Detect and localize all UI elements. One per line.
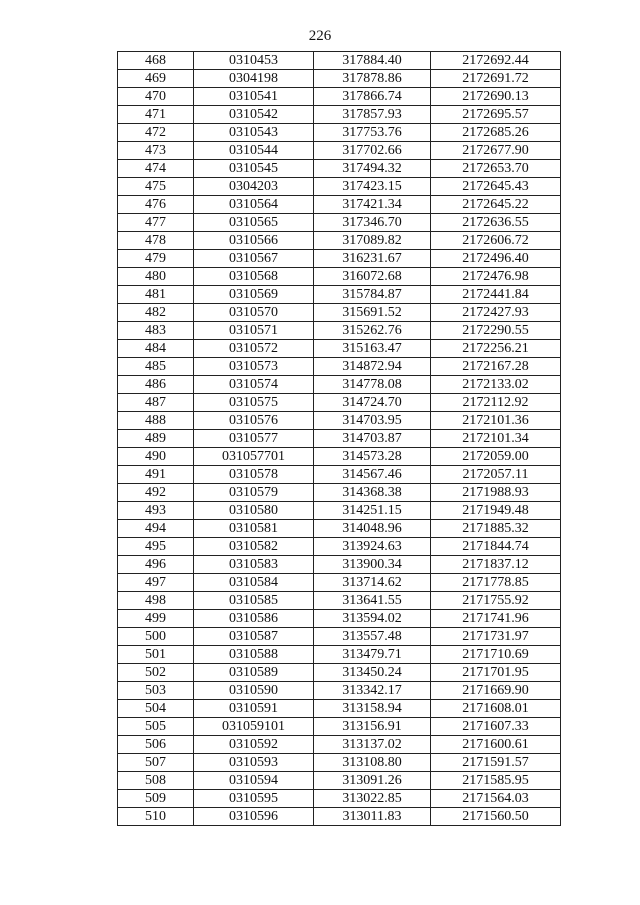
x-coordinate-cell: 313450.24 bbox=[314, 664, 431, 682]
point-code-cell: 0310571 bbox=[194, 322, 314, 340]
x-coordinate-cell: 317421.34 bbox=[314, 196, 431, 214]
point-code-cell: 0310595 bbox=[194, 790, 314, 808]
y-coordinate-cell: 2172427.93 bbox=[431, 304, 561, 322]
point-code-cell: 0310586 bbox=[194, 610, 314, 628]
x-coordinate-cell: 316072.68 bbox=[314, 268, 431, 286]
coordinates-table-body bbox=[118, 52, 561, 826]
point-number-cell: 508 bbox=[118, 772, 194, 790]
y-coordinate-cell: 2172653.70 bbox=[431, 160, 561, 178]
y-coordinate-cell: 2172476.98 bbox=[431, 268, 561, 286]
x-coordinate-cell: 315163.47 bbox=[314, 340, 431, 358]
x-coordinate-cell: 317753.76 bbox=[314, 124, 431, 142]
y-coordinate-cell: 2172167.28 bbox=[431, 358, 561, 376]
x-coordinate-cell: 313557.48 bbox=[314, 628, 431, 646]
table-row bbox=[118, 538, 561, 556]
y-coordinate-cell: 2171564.03 bbox=[431, 790, 561, 808]
y-coordinate-cell: 2172677.90 bbox=[431, 142, 561, 160]
point-code-cell: 0310594 bbox=[194, 772, 314, 790]
y-coordinate-cell: 2171778.85 bbox=[431, 574, 561, 592]
point-code-cell: 0310593 bbox=[194, 754, 314, 772]
table-row bbox=[118, 682, 561, 700]
x-coordinate-cell: 313924.63 bbox=[314, 538, 431, 556]
table-row bbox=[118, 448, 561, 466]
x-coordinate-cell: 314251.15 bbox=[314, 502, 431, 520]
table-row bbox=[118, 484, 561, 502]
point-number-cell: 468 bbox=[118, 52, 194, 70]
y-coordinate-cell: 2172636.55 bbox=[431, 214, 561, 232]
x-coordinate-cell: 313011.83 bbox=[314, 808, 431, 826]
point-number-cell: 480 bbox=[118, 268, 194, 286]
x-coordinate-cell: 317878.86 bbox=[314, 70, 431, 88]
point-number-cell: 509 bbox=[118, 790, 194, 808]
point-code-cell: 0310545 bbox=[194, 160, 314, 178]
x-coordinate-cell: 314703.95 bbox=[314, 412, 431, 430]
table-row bbox=[118, 52, 561, 70]
point-number-cell: 478 bbox=[118, 232, 194, 250]
point-number-cell: 471 bbox=[118, 106, 194, 124]
y-coordinate-cell: 2171701.95 bbox=[431, 664, 561, 682]
y-coordinate-cell: 2172496.40 bbox=[431, 250, 561, 268]
point-number-cell: 475 bbox=[118, 178, 194, 196]
table-row bbox=[118, 718, 561, 736]
x-coordinate-cell: 314872.94 bbox=[314, 358, 431, 376]
x-coordinate-cell: 314368.38 bbox=[314, 484, 431, 502]
point-number-cell: 494 bbox=[118, 520, 194, 538]
x-coordinate-cell: 313342.17 bbox=[314, 682, 431, 700]
x-coordinate-cell: 317494.32 bbox=[314, 160, 431, 178]
y-coordinate-cell: 2172101.36 bbox=[431, 412, 561, 430]
point-number-cell: 482 bbox=[118, 304, 194, 322]
point-number-cell: 490 bbox=[118, 448, 194, 466]
point-code-cell: 0310544 bbox=[194, 142, 314, 160]
point-number-cell: 470 bbox=[118, 88, 194, 106]
point-number-cell: 493 bbox=[118, 502, 194, 520]
x-coordinate-cell: 314048.96 bbox=[314, 520, 431, 538]
x-coordinate-cell: 313137.02 bbox=[314, 736, 431, 754]
table-row bbox=[118, 520, 561, 538]
table-row bbox=[118, 376, 561, 394]
y-coordinate-cell: 2171600.61 bbox=[431, 736, 561, 754]
table-row bbox=[118, 142, 561, 160]
x-coordinate-cell: 317857.93 bbox=[314, 106, 431, 124]
point-number-cell: 485 bbox=[118, 358, 194, 376]
point-number-cell: 500 bbox=[118, 628, 194, 646]
point-number-cell: 487 bbox=[118, 394, 194, 412]
point-code-cell: 031059101 bbox=[194, 718, 314, 736]
point-number-cell: 491 bbox=[118, 466, 194, 484]
page-number: 226 bbox=[308, 28, 332, 44]
table-row bbox=[118, 592, 561, 610]
point-code-cell: 0310578 bbox=[194, 466, 314, 484]
point-number-cell: 497 bbox=[118, 574, 194, 592]
table-row bbox=[118, 250, 561, 268]
point-number-cell: 492 bbox=[118, 484, 194, 502]
y-coordinate-cell: 2171591.57 bbox=[431, 754, 561, 772]
point-code-cell: 0310569 bbox=[194, 286, 314, 304]
y-coordinate-cell: 2171607.33 bbox=[431, 718, 561, 736]
point-code-cell: 0310542 bbox=[194, 106, 314, 124]
x-coordinate-cell: 313108.80 bbox=[314, 754, 431, 772]
point-code-cell: 0310581 bbox=[194, 520, 314, 538]
x-coordinate-cell: 317089.82 bbox=[314, 232, 431, 250]
point-code-cell: 0310565 bbox=[194, 214, 314, 232]
point-code-cell: 0310570 bbox=[194, 304, 314, 322]
y-coordinate-cell: 2171837.12 bbox=[431, 556, 561, 574]
point-code-cell: 0310577 bbox=[194, 430, 314, 448]
table-row bbox=[118, 808, 561, 826]
x-coordinate-cell: 313900.34 bbox=[314, 556, 431, 574]
y-coordinate-cell: 2172441.84 bbox=[431, 286, 561, 304]
point-code-cell: 0310572 bbox=[194, 340, 314, 358]
point-number-cell: 505 bbox=[118, 718, 194, 736]
x-coordinate-cell: 315784.87 bbox=[314, 286, 431, 304]
y-coordinate-cell: 2171988.93 bbox=[431, 484, 561, 502]
point-number-cell: 486 bbox=[118, 376, 194, 394]
table-row bbox=[118, 124, 561, 142]
point-number-cell: 510 bbox=[118, 808, 194, 826]
point-code-cell: 0310568 bbox=[194, 268, 314, 286]
point-code-cell: 0310588 bbox=[194, 646, 314, 664]
y-coordinate-cell: 2172606.72 bbox=[431, 232, 561, 250]
point-number-cell: 488 bbox=[118, 412, 194, 430]
point-code-cell: 0310591 bbox=[194, 700, 314, 718]
y-coordinate-cell: 2171755.92 bbox=[431, 592, 561, 610]
y-coordinate-cell: 2171669.90 bbox=[431, 682, 561, 700]
point-number-cell: 481 bbox=[118, 286, 194, 304]
y-coordinate-cell: 2172645.22 bbox=[431, 196, 561, 214]
point-number-cell: 479 bbox=[118, 250, 194, 268]
y-coordinate-cell: 2172057.11 bbox=[431, 466, 561, 484]
x-coordinate-cell: 313641.55 bbox=[314, 592, 431, 610]
table-row bbox=[118, 610, 561, 628]
x-coordinate-cell: 317423.15 bbox=[314, 178, 431, 196]
y-coordinate-cell: 2172645.43 bbox=[431, 178, 561, 196]
table-row bbox=[118, 286, 561, 304]
table-row bbox=[118, 502, 561, 520]
x-coordinate-cell: 314778.08 bbox=[314, 376, 431, 394]
point-number-cell: 484 bbox=[118, 340, 194, 358]
point-code-cell: 0310585 bbox=[194, 592, 314, 610]
table-row bbox=[118, 88, 561, 106]
point-number-cell: 502 bbox=[118, 664, 194, 682]
point-number-cell: 496 bbox=[118, 556, 194, 574]
y-coordinate-cell: 2171844.74 bbox=[431, 538, 561, 556]
point-number-cell: 473 bbox=[118, 142, 194, 160]
y-coordinate-cell: 2171608.01 bbox=[431, 700, 561, 718]
table-row bbox=[118, 736, 561, 754]
point-code-cell: 0310564 bbox=[194, 196, 314, 214]
point-number-cell: 503 bbox=[118, 682, 194, 700]
y-coordinate-cell: 2171710.69 bbox=[431, 646, 561, 664]
point-code-cell: 0310567 bbox=[194, 250, 314, 268]
x-coordinate-cell: 314703.87 bbox=[314, 430, 431, 448]
point-number-cell: 469 bbox=[118, 70, 194, 88]
table-row bbox=[118, 70, 561, 88]
table-row bbox=[118, 322, 561, 340]
point-code-cell: 0310587 bbox=[194, 628, 314, 646]
point-number-cell: 501 bbox=[118, 646, 194, 664]
point-code-cell: 0310574 bbox=[194, 376, 314, 394]
x-coordinate-cell: 313158.94 bbox=[314, 700, 431, 718]
point-code-cell: 0304203 bbox=[194, 178, 314, 196]
y-coordinate-cell: 2171560.50 bbox=[431, 808, 561, 826]
point-number-cell: 477 bbox=[118, 214, 194, 232]
x-coordinate-cell: 314567.46 bbox=[314, 466, 431, 484]
y-coordinate-cell: 2172256.21 bbox=[431, 340, 561, 358]
x-coordinate-cell: 317866.74 bbox=[314, 88, 431, 106]
x-coordinate-cell: 315262.76 bbox=[314, 322, 431, 340]
table-row bbox=[118, 160, 561, 178]
table-row bbox=[118, 394, 561, 412]
table-row bbox=[118, 340, 561, 358]
table-row bbox=[118, 196, 561, 214]
y-coordinate-cell: 2172695.57 bbox=[431, 106, 561, 124]
point-number-cell: 474 bbox=[118, 160, 194, 178]
table-row bbox=[118, 574, 561, 592]
table-row bbox=[118, 772, 561, 790]
table-row bbox=[118, 358, 561, 376]
point-code-cell: 0310566 bbox=[194, 232, 314, 250]
point-code-cell: 0310592 bbox=[194, 736, 314, 754]
y-coordinate-cell: 2172101.34 bbox=[431, 430, 561, 448]
y-coordinate-cell: 2171731.97 bbox=[431, 628, 561, 646]
point-code-cell: 0310575 bbox=[194, 394, 314, 412]
point-code-cell: 0310576 bbox=[194, 412, 314, 430]
point-number-cell: 483 bbox=[118, 322, 194, 340]
x-coordinate-cell: 313594.02 bbox=[314, 610, 431, 628]
y-coordinate-cell: 2172692.44 bbox=[431, 52, 561, 70]
y-coordinate-cell: 2172133.02 bbox=[431, 376, 561, 394]
x-coordinate-cell: 317702.66 bbox=[314, 142, 431, 160]
y-coordinate-cell: 2171949.48 bbox=[431, 502, 561, 520]
point-number-cell: 472 bbox=[118, 124, 194, 142]
x-coordinate-cell: 313479.71 bbox=[314, 646, 431, 664]
point-code-cell: 0310541 bbox=[194, 88, 314, 106]
y-coordinate-cell: 2172691.72 bbox=[431, 70, 561, 88]
point-number-cell: 507 bbox=[118, 754, 194, 772]
table-row bbox=[118, 700, 561, 718]
table-row bbox=[118, 232, 561, 250]
table-row bbox=[118, 214, 561, 232]
y-coordinate-cell: 2172690.13 bbox=[431, 88, 561, 106]
x-coordinate-cell: 313022.85 bbox=[314, 790, 431, 808]
table-row bbox=[118, 556, 561, 574]
x-coordinate-cell: 315691.52 bbox=[314, 304, 431, 322]
y-coordinate-cell: 2172685.26 bbox=[431, 124, 561, 142]
y-coordinate-cell: 2172112.92 bbox=[431, 394, 561, 412]
x-coordinate-cell: 317884.40 bbox=[314, 52, 431, 70]
y-coordinate-cell: 2171885.32 bbox=[431, 520, 561, 538]
point-code-cell: 0310583 bbox=[194, 556, 314, 574]
point-code-cell: 0310580 bbox=[194, 502, 314, 520]
point-number-cell: 489 bbox=[118, 430, 194, 448]
point-number-cell: 504 bbox=[118, 700, 194, 718]
table-row bbox=[118, 178, 561, 196]
point-code-cell: 0310596 bbox=[194, 808, 314, 826]
table-row bbox=[118, 268, 561, 286]
table-row bbox=[118, 646, 561, 664]
point-code-cell: 0310584 bbox=[194, 574, 314, 592]
table-row bbox=[118, 754, 561, 772]
table-row bbox=[118, 304, 561, 322]
point-number-cell: 495 bbox=[118, 538, 194, 556]
x-coordinate-cell: 316231.67 bbox=[314, 250, 431, 268]
y-coordinate-cell: 2172059.00 bbox=[431, 448, 561, 466]
point-number-cell: 499 bbox=[118, 610, 194, 628]
table-row bbox=[118, 628, 561, 646]
x-coordinate-cell: 314724.70 bbox=[314, 394, 431, 412]
point-number-cell: 506 bbox=[118, 736, 194, 754]
y-coordinate-cell: 2171585.95 bbox=[431, 772, 561, 790]
point-number-cell: 476 bbox=[118, 196, 194, 214]
coordinates-table bbox=[117, 51, 561, 826]
table-row bbox=[118, 430, 561, 448]
x-coordinate-cell: 313156.91 bbox=[314, 718, 431, 736]
point-number-cell: 498 bbox=[118, 592, 194, 610]
x-coordinate-cell: 313714.62 bbox=[314, 574, 431, 592]
point-code-cell: 0310573 bbox=[194, 358, 314, 376]
point-code-cell: 0310589 bbox=[194, 664, 314, 682]
x-coordinate-cell: 314573.28 bbox=[314, 448, 431, 466]
table-row bbox=[118, 106, 561, 124]
point-code-cell: 0310543 bbox=[194, 124, 314, 142]
y-coordinate-cell: 2171741.96 bbox=[431, 610, 561, 628]
x-coordinate-cell: 317346.70 bbox=[314, 214, 431, 232]
point-code-cell: 0310453 bbox=[194, 52, 314, 70]
point-code-cell: 0310582 bbox=[194, 538, 314, 556]
table-row bbox=[118, 790, 561, 808]
table-row bbox=[118, 664, 561, 682]
table-row bbox=[118, 412, 561, 430]
x-coordinate-cell: 313091.26 bbox=[314, 772, 431, 790]
point-code-cell: 0304198 bbox=[194, 70, 314, 88]
point-code-cell: 0310590 bbox=[194, 682, 314, 700]
point-code-cell: 0310579 bbox=[194, 484, 314, 502]
y-coordinate-cell: 2172290.55 bbox=[431, 322, 561, 340]
table-row bbox=[118, 466, 561, 484]
point-code-cell: 031057701 bbox=[194, 448, 314, 466]
